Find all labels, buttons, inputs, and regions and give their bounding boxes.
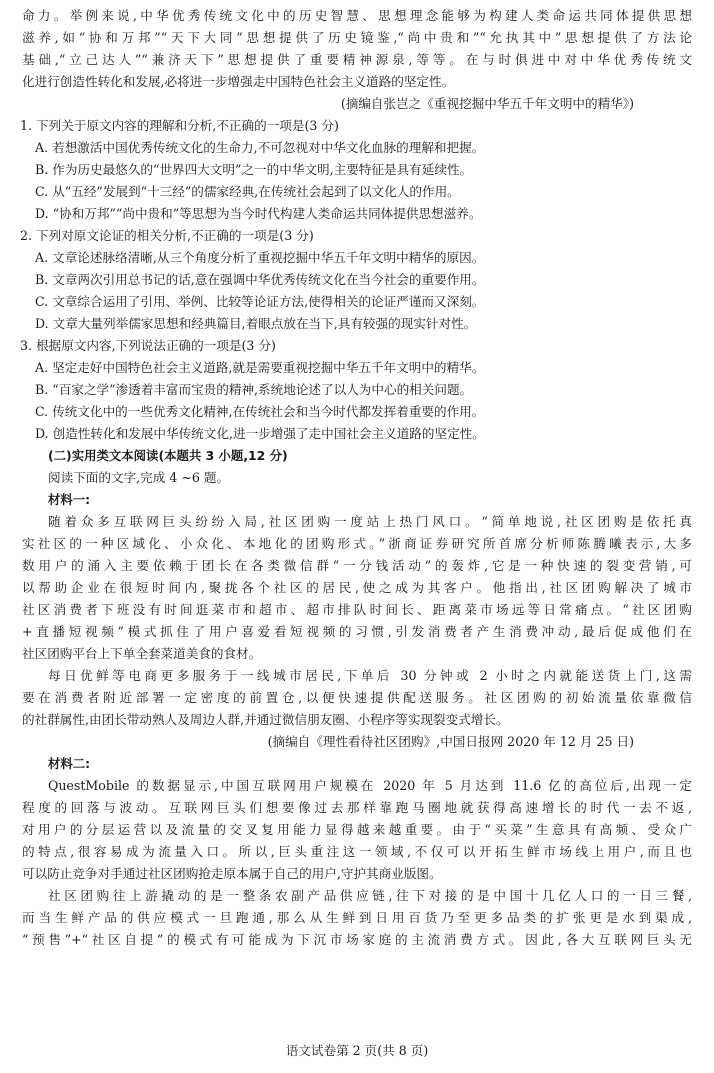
material2-label: 材料二: (48, 756, 91, 771)
material1-line: 社区团购平台上下单全套菜道美食的食材。 (22, 646, 262, 661)
material1-source: (摘编自《理性看待社区团购》,中国日报网 2020 年 12 月 25 日) (267, 734, 634, 749)
material1-line: 每日优鲜等电商更多服务于一线城市居民,下单后 30 分钟或 2 小时之内就能送货上门,这需 (48, 668, 692, 683)
material1-label: 材料一: (48, 492, 91, 507)
material2-line: QuestMobile 的数据显示,中国互联网用户规模在 2020 年 5 月达到 11.6 亿的高位后,出现一定 (48, 778, 692, 793)
material1-line: 实社区的一种区域化、小众化、本地化的团购形式。”浙商证券研究所首席分析师陈腾曦表示,大多 (22, 536, 692, 551)
question-1-option-b: B. 作为历史最悠久的“世界四大文明”之一的中华文明,主要特征是具有延续性。 (35, 162, 473, 177)
material1-line: 数用户的涌入主要依赖于团长在各类微信群“一分钱活动”的轰炸,它是一种快速的裂变营销,可 (22, 558, 692, 573)
question-1-option-c: C. 从“五经”发展到“十三经”的儒家经典,在传统社会起到了以文化人的作用。 (35, 184, 460, 199)
material2-line: 而当生鲜产品的供应模式一旦跑通,那么从生鲜到日用百货乃至更多品类的扩张更是水到渠成, (22, 910, 692, 925)
question-2-stem: 2. 下列对原文论证的相关分析,不正确的一项是(3 分) (20, 228, 314, 243)
passage1-line: 命力。举例来说,中华优秀传统文化中的历史智慧、思想理念能够为构建人类命运共同体提供思想 (22, 8, 692, 23)
question-1-stem: 1. 下列关于原文内容的理解和分析,不正确的一项是(3 分) (20, 118, 339, 133)
material2-line: 对用户的分层运营以及流量的交叉复用能力显得越来越重要。由于“买菜”生意具有高频、受众广 (22, 822, 692, 837)
question-3-stem: 3. 根据原文内容,下列说法正确的一项是(3 分) (20, 338, 276, 353)
question-3-option-b: B. “百家之学”渗透着丰富而宝贵的精神,系统地论述了以人为中心的相关问题。 (35, 382, 473, 397)
material2-line: 社区团购往上游撬动的是一整条农副产品供应链,往下对接的是中国十几亿人口的一日三餐, (48, 888, 692, 903)
material1-line: 社区消费者下班没有时间逛菜市和超市、超市排队时间长、距离菜市场远等日常痛点。“社区团购 (22, 602, 692, 617)
material1-line: 要在消费者附近部署一定密度的前置仓,以便快速提供配送服务。社区团购的初始流量依靠微信 (22, 690, 692, 705)
passage1-line: 化进行创造性转化和发展,必将进一步增强走中国特色社会主义道路的坚定性。 (22, 74, 455, 89)
question-1-option-d: D. “协和万邦”“尚中贵和”等思想为当今时代构建人类命运共同体提供思想滋养。 (35, 206, 482, 221)
material1-line: 随着众多互联网巨头纷纷入局,社区团购一度站上热门风口。“简单地说,社区团购是依托真 (48, 514, 692, 529)
passage1-source: (摘编自张岂之《重视挖掘中华五千年文明中的精华》) (340, 96, 634, 111)
section2-instruction: 阅读下面的文字,完成 4 ~6 题。 (48, 470, 230, 485)
question-2-option-b: B. 文章两次引用总书记的话,意在强调中华优秀传统文化在当今社会的重要作用。 (35, 272, 485, 287)
material2-line: 的特点,很容易成为流量入口。所以,巨头重注这一领域,不仅可以开拓生鲜市场线上用户,而且也 (22, 844, 692, 859)
question-3-option-c: C. 传统文化中的一些优秀文化精神,在传统社会和当今时代都发挥着重要的作用。 (35, 404, 485, 419)
question-3-option-a: A. 坚定走好中国特色社会主义道路,就是需要重视挖掘中华五千年文明中的精华。 (35, 360, 485, 375)
material1-line: +直播短视频”模式抓住了用户喜爱看短视频的习惯,引发消费者产生消费冲动,最后促成他们在 (22, 624, 692, 639)
page-footer: 语文试卷第 2 页(共 8 页) (285, 1043, 429, 1058)
question-2-option-d: D. 文章大量列举儒家思想和经典篇目,着眼点放在当下,具有较强的现实针对性。 (35, 316, 477, 331)
passage1-line: 基础,“立己达人”“兼济天下”思想提供了重要精神源泉,等等。在与时俱进中对中华优秀传统文 (22, 52, 692, 67)
question-3-option-d: D. 创造性转化和发展中华传统文化,进一步增强了走中国社会主义道路的坚定性。 (35, 426, 485, 441)
material2-line: 可以防止竞争对手通过社区团购抢走原本属于自己的用户,守护其商业版图。 (22, 866, 442, 881)
material1-line: 以帮助企业在很短时间内,聚拢各个社区的居民,使之成为其客户。他指出,社区团购解决了城市 (22, 580, 692, 595)
material2-line: “预售”+“社区自提”的模式有可能成为下沉市场家庭的主流消费方式。因此,各大互联网巨头无 (22, 932, 692, 947)
material2-line: 程度的回落与波动。互联网巨头们想要像过去那样靠跑马圈地就获得高速增长的时代一去不返, (22, 800, 692, 815)
passage1-line: 滋养,如“协和万邦”“天下大同”思想提供了历史镜鉴,“尚中贵和”“允执其中”思想提供了方法论 (22, 30, 692, 45)
question-2-option-a: A. 文章论述脉络清晰,从三个角度分析了重视挖掘中华五千年文明中精华的原因。 (35, 250, 485, 265)
question-2-option-c: C. 文章综合运用了引用、举例、比较等论证方法,使得相关的论证严谨而又深刻。 (35, 294, 485, 309)
section2-heading: (二)实用类文本阅读(本题共 3 小题,12 分) (48, 448, 288, 463)
question-1-option-a: A. 若想激活中国优秀传统文化的生命力,不可忽视对中华文化血脉的理解和把握。 (35, 140, 485, 155)
material1-line: 的社群属性,由团长带动熟人及周边人群,并通过微信朋友圈、小程序等实现裂变式增长。 (22, 712, 509, 727)
